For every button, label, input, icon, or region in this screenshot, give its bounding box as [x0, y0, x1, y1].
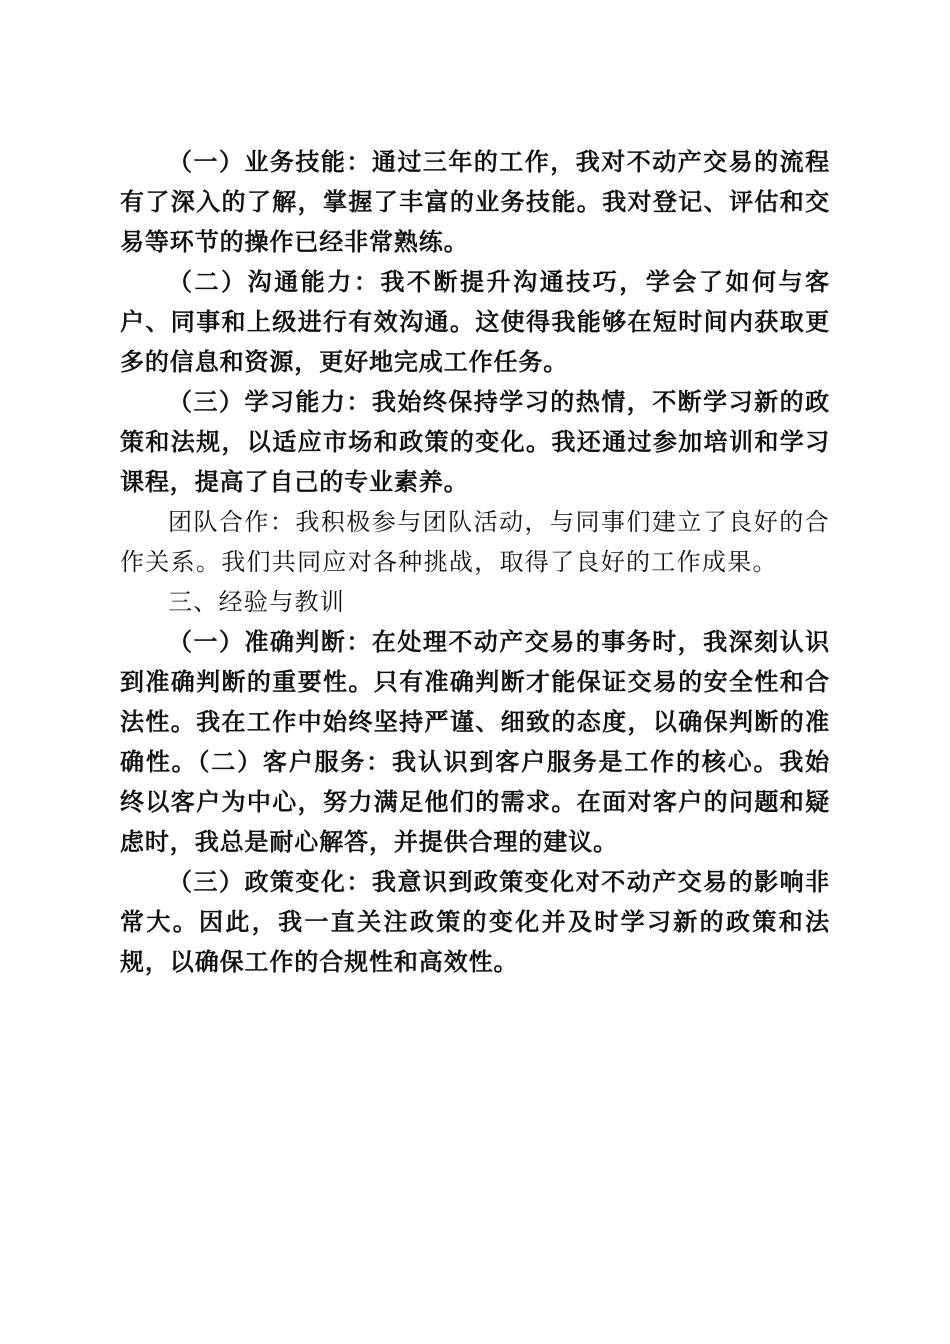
paragraph-policy-change: （三）政策变化：我意识到政策变化对不动产交易的影响非常大。因此，我一直关注政策的变化并及时学习新的政策和法规，以确保工作的合规性和高效性。: [120, 868, 830, 976]
document-body: [120, 142, 830, 982]
paragraph-teamwork: 团队合作：我积极参与团队活动，与同事们建立了良好的合作关系。我们共同应对各种挑战，取得了良好的工作成果。: [120, 508, 830, 576]
paragraph-communication-skills: （二）沟通能力：我不断提升沟通技巧，学会了如何与客户、同事和上级进行有效沟通。这使得我能够在短时间内获取更多的信息和资源，更好地完成工作任务。: [120, 268, 830, 376]
paragraph-business-skills: （一）业务技能：通过三年的工作，我对不动产交易的流程有了深入的了解，掌握了丰富的业务技能。我对登记、评估和交易等环节的操作已经非常熟练。: [120, 148, 830, 256]
paragraph-accurate-judgment: （一）准确判断：在处理不动产交易的事务时，我深刻认识到准确判断的重要性。只有准确判断才能保证交易的安全性和合法性。我在工作中始终坚持严谨、细致的态度，以确保判断的准确性。（二）客户服务：我认识到客户服务是工作的核心。我始终以客户为中心，努力满足他们的需求。在面对客户的问题和疑虑时，我总是耐心解答，并提供合理的建议。: [120, 628, 830, 856]
paragraph-learning-ability: （三）学习能力：我始终保持学习的热情，不断学习新的政策和法规，以适应市场和政策的变化。我还通过参加培训和学习课程，提高了自己的专业素养。: [120, 388, 830, 496]
section-heading: 三、经验与教训: [168, 588, 346, 616]
